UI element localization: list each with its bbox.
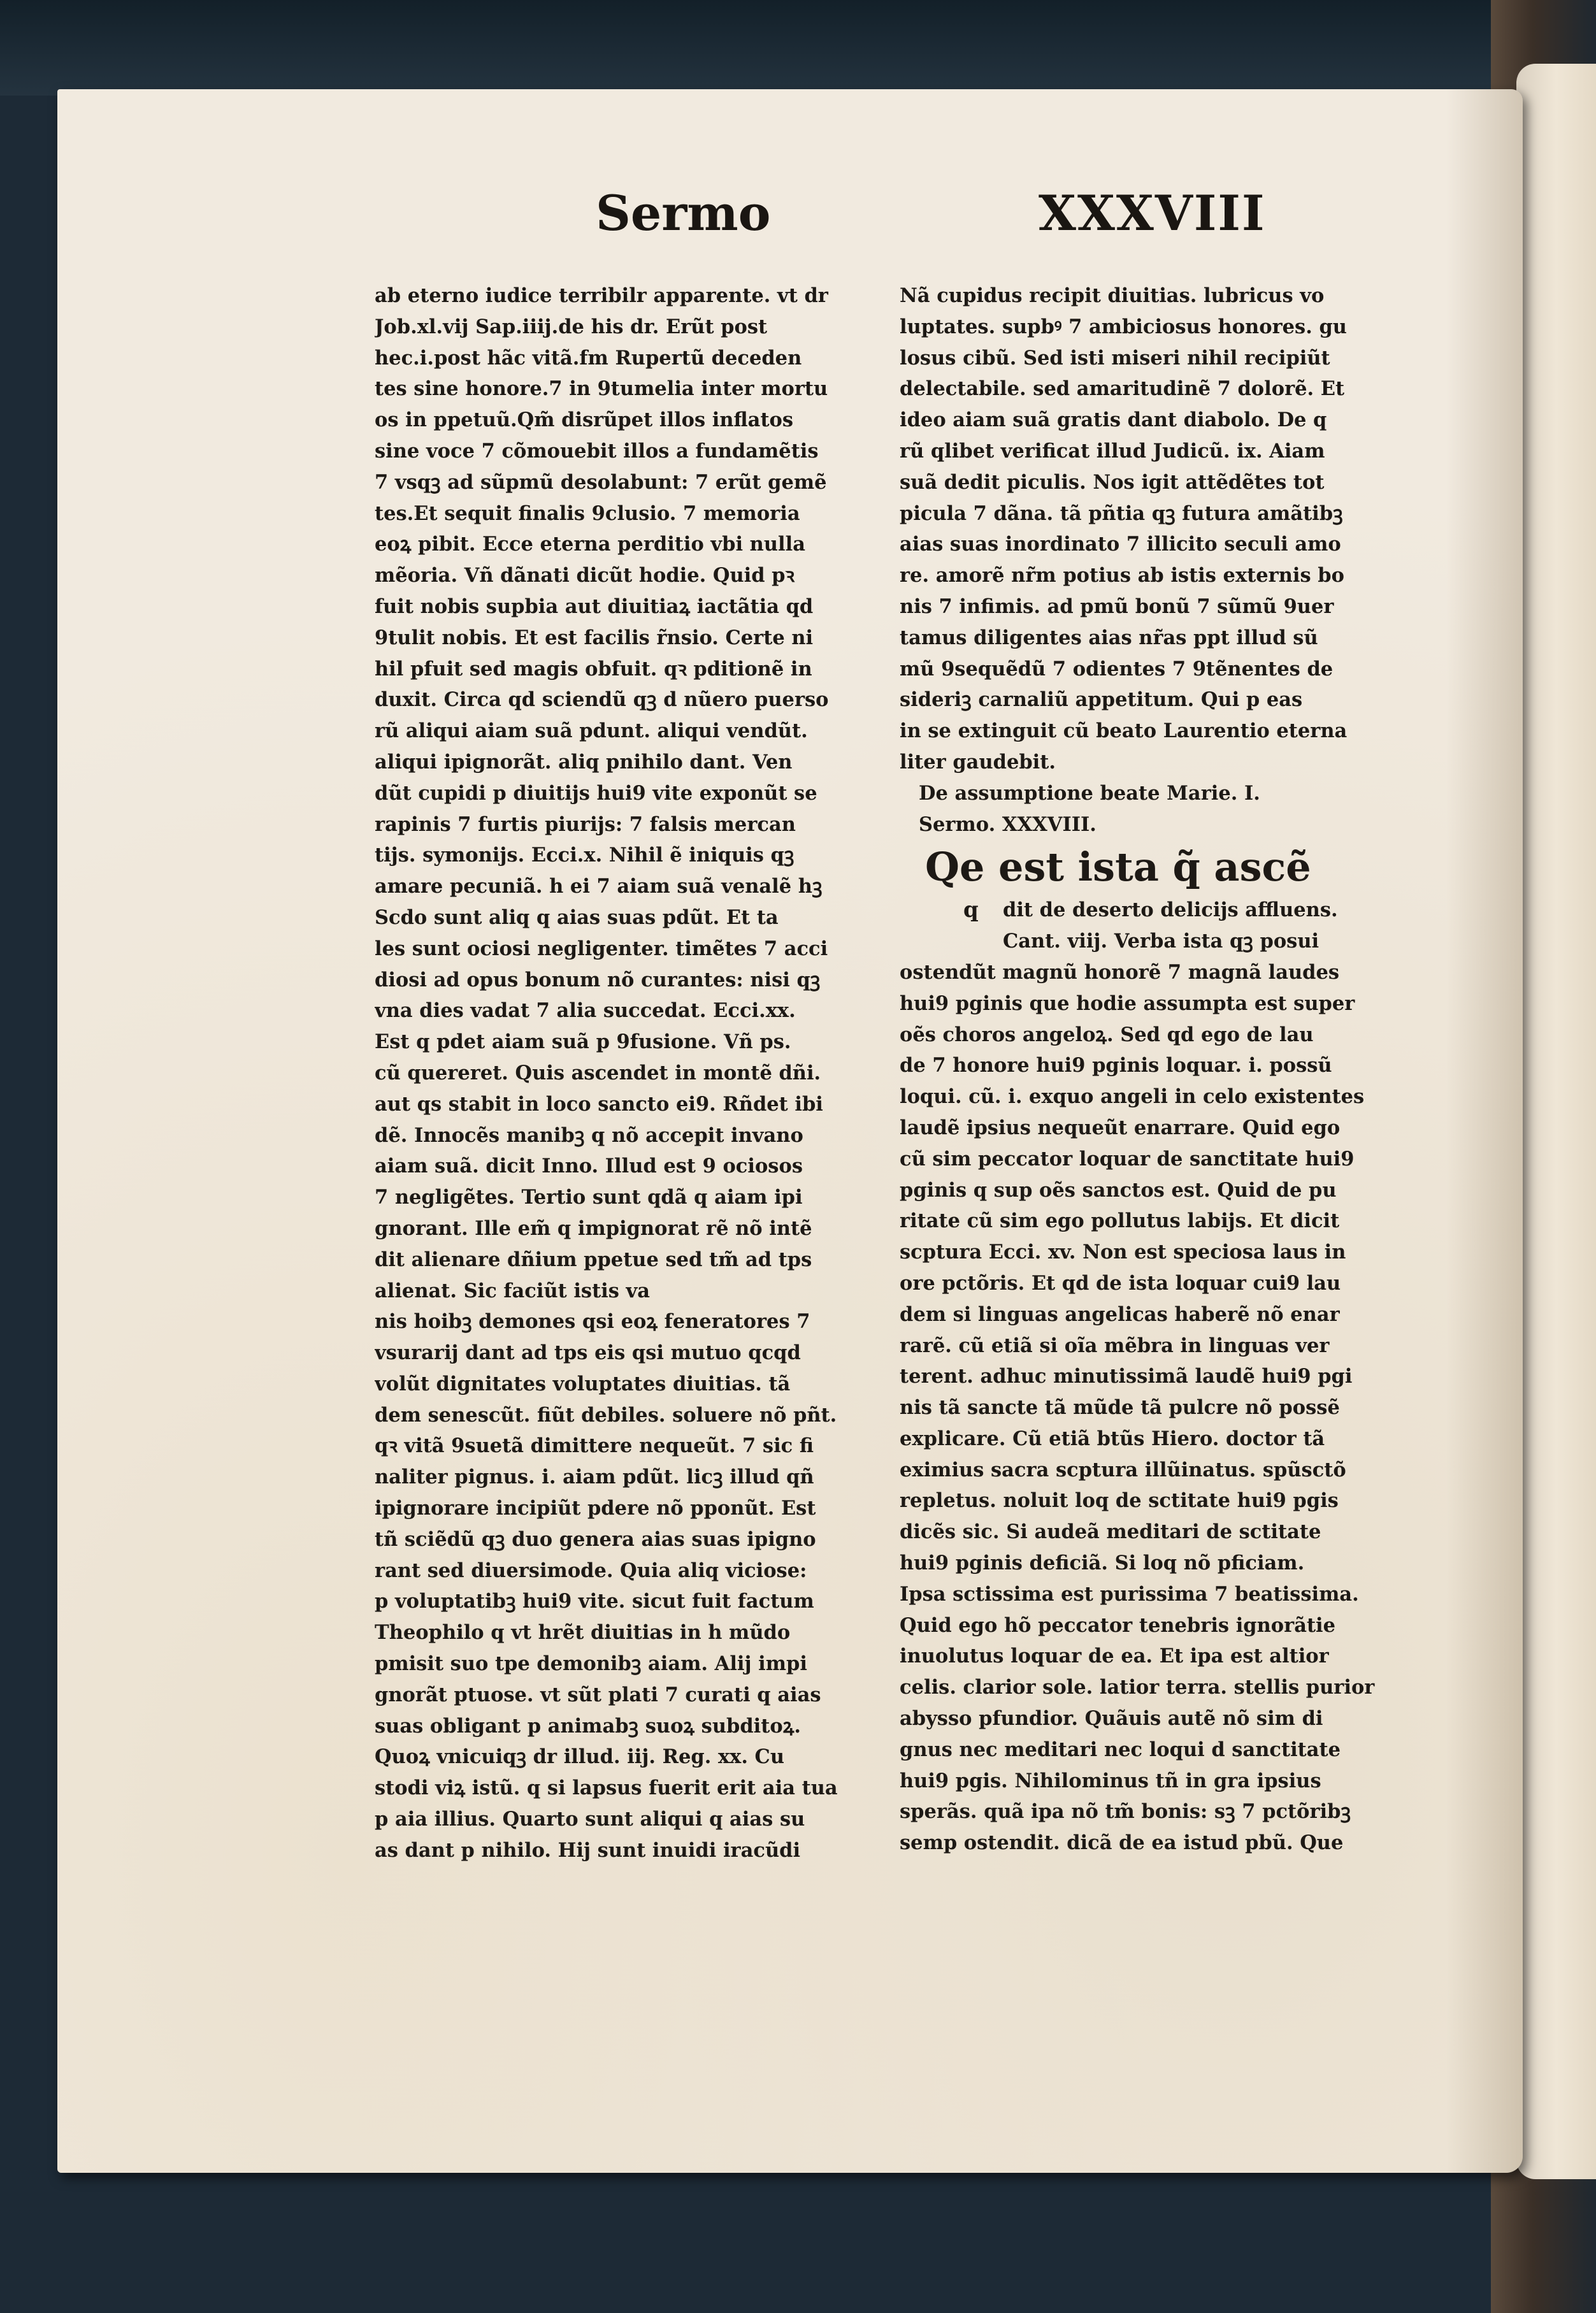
text-line: hui9 pgis. Nihilominus tñ in gra ipsius xyxy=(900,1769,1321,1792)
binding-top-edge xyxy=(0,0,1596,96)
text-line: scptura Ecci. xv. Non est speciosa laus in xyxy=(900,1241,1346,1264)
text-line: tijs. symonijs. Ecci.x. Nihil ẽ iniquis qꝫ xyxy=(375,844,794,867)
text-line: ritate cũ sim ego pollutus labijs. Et dicit xyxy=(900,1209,1340,1233)
text-line: cũ sim peccator loquar de sanctitate hui9 xyxy=(900,1147,1355,1171)
text-line: eoꝝ pibit. Ecce eterna perditio vbi nulla xyxy=(375,533,805,556)
text-line: 9tulit nobis. Et est facilis r̃nsio. Certe ni xyxy=(375,626,814,649)
text-line: Quid ego hõ peccator tenebris ignorãtie xyxy=(900,1613,1336,1637)
text-line: p voluptatibꝫ hui9 vite. sicut fuit factum xyxy=(375,1590,814,1613)
text-line: gnus nec meditari nec loqui d sanctitate xyxy=(900,1738,1341,1761)
text-line: 7 vsqꝫ ad sũpmũ desolabunt: 7 erũt gemẽ xyxy=(375,470,827,494)
running-head xyxy=(57,185,1523,261)
text-line: amare pecuniã. h ei 7 aiam suã venalẽ hꝫ xyxy=(375,875,823,898)
text-line: re. amorẽ nr̃m potius ab istis externis bo xyxy=(900,564,1344,587)
facing-page-edge xyxy=(1516,64,1596,2179)
text-line: celis. clarior sole. latior terra. stellis purior xyxy=(900,1676,1375,1699)
running-head-right: XXXVIII xyxy=(1039,185,1266,241)
text-line: gnorant. Ille em̃ q impignorat rẽ nõ intẽ xyxy=(375,1216,812,1240)
text-line: as dant p nihilo. Hij sunt inuidi iracũdi xyxy=(375,1838,801,1862)
text-line: terent. adhuc minutissimã laudẽ hui9 pgi xyxy=(900,1365,1353,1388)
text-line: laudẽ ipsius nequeũt enarrare. Quid ego xyxy=(900,1116,1341,1139)
text-line: tñ sciẽdũ qꝫ duo genera aias suas ipigno xyxy=(375,1527,816,1551)
text-line: Est q pdet aiam suã p 9fusione. Vñ ps. xyxy=(375,1030,791,1054)
text-line: dem si linguas angelicas haberẽ nõ enar xyxy=(900,1302,1340,1326)
text-line: tes sine honore.7 in 9tumelia inter mortu xyxy=(375,377,828,401)
text-line: mẽoria. Vñ dãnati dicũt hodie. Quid pꝛ xyxy=(375,564,794,587)
text-line: sideriꝫ carnaliũ appetitum. Qui p eas xyxy=(900,688,1303,712)
text-line: dem senescũt. fiũt debiles. soluere nõ pñt. xyxy=(375,1403,837,1427)
left-text-column xyxy=(375,280,897,1866)
heading-line: Sermo. XXXVIII. xyxy=(919,812,1096,836)
text-line: ideo aiam suã gratis dant diabolo. De q xyxy=(900,408,1327,432)
sermon-incipit: Qe est ista q̃ ascẽ xyxy=(925,844,1311,891)
text-line: pginis q sup oẽs sanctos est. Quid de pu xyxy=(900,1178,1337,1202)
text-line: oẽs choros angeloꝝ. Sed qd ego de lau xyxy=(900,1023,1314,1046)
text-line: explicare. Cũ etiã btũs Hiero. doctor tã xyxy=(900,1427,1325,1450)
text-line: dit alienare dñium ppetue sed tm̃ ad tps xyxy=(375,1248,812,1271)
text-line: eximius sacra scptura illũinatus. spũsctõ xyxy=(900,1458,1346,1481)
text-line: Job.xl.vij Sap.iiij.de his dr. Erũt post xyxy=(375,315,768,338)
guide-letter: q xyxy=(963,897,979,923)
text-line: diosi ad opus bonum nõ curantes: nisi qꝫ xyxy=(375,968,821,991)
text-line: ab eterno iudice terribilr apparente. vt dr xyxy=(375,284,828,307)
text-line: tamus diligentes aias nr̃as ppt illud sũ xyxy=(900,626,1318,649)
heading-line: De assumptione beate Marie. I. xyxy=(919,781,1260,805)
text-line: semp ostendit. dicã de ea istud pbũ. Que xyxy=(900,1831,1344,1855)
text-line: Cant. viij. Verba ista qꝫ posui xyxy=(1003,930,1319,953)
text-line: dẽ. Innocẽs manibꝫ q nõ accepit invano xyxy=(375,1123,803,1147)
text-line: ipignorare incipiũt pdere nõ pponũt. Est xyxy=(375,1497,816,1520)
text-line: de 7 honore hui9 pginis loquar. i. possũ xyxy=(900,1054,1332,1077)
text-line: abysso pfundior. Quãuis autẽ nõ sim di xyxy=(900,1707,1323,1731)
text-line: rũ aliqui aiam suã pdunt. aliqui vendũt. xyxy=(375,719,808,743)
text-line: dũt cupidi p diuitijs hui9 vite exponũt se xyxy=(375,781,817,805)
text-line: aliqui ipignorãt. aliq pnihilo dant. Ven xyxy=(375,750,793,774)
text-line: in se extinguit cũ beato Laurentio eterna xyxy=(900,719,1348,743)
right-column-body-text xyxy=(900,957,1422,1859)
text-line: volũt dignitates voluptates diuitias. tã xyxy=(375,1372,791,1395)
text-line: inuolutus loquar de ea. Et ipa est altior xyxy=(900,1645,1329,1668)
initial-block xyxy=(900,895,1422,957)
text-line: tes.Et sequit finalis 9clusio. 7 memoria xyxy=(375,501,800,525)
text-line: losus cibũ. Sed isti miseri nihil recipiũt xyxy=(900,346,1330,370)
text-line: naliter pignus. i. aiam pdũt. licꝫ illud qñ xyxy=(375,1466,814,1489)
sermon-heading xyxy=(900,778,1422,840)
text-line: sperãs. quã ipa nõ tm̃ bonis: sꝫ 7 pctõribꝫ xyxy=(900,1800,1351,1824)
text-line: qꝛ vitã 9suetã dimittere nequeũt. 7 sic fi xyxy=(375,1434,814,1458)
text-line: hui9 pginis deficiã. Si loq nõ pficiam. xyxy=(900,1552,1305,1575)
text-line: loqui. cũ. i. exquo angeli in celo existentes xyxy=(900,1085,1365,1109)
text-line: cũ quereret. Quis ascendet in montẽ dñi. xyxy=(375,1061,821,1084)
text-line: nis tã sancte tã mũde tã pulcre nõ possẽ xyxy=(900,1396,1340,1420)
text-line: delectabile. sed amaritudinẽ 7 dolorẽ. Et xyxy=(900,377,1345,401)
text-line: 7 negligẽtes. Tertio sunt qdã q aiam ipi xyxy=(375,1186,803,1209)
text-line: hui9 pginis que hodie assumpta est super xyxy=(900,991,1355,1015)
text-line: rarẽ. cũ etiã si oĩa mẽbra in linguas ver xyxy=(900,1334,1330,1357)
text-line: Quoꝝ vnicuiqꝫ dr illud. iij. Reg. xx. Cu xyxy=(375,1745,785,1769)
text-line: aut qs stabit in loco sancto ei9. Rñdet ibi xyxy=(375,1092,823,1116)
text-line: Nã cupidus recipit diuitias. lubricus vo xyxy=(900,284,1325,307)
text-line: aias suas inordinato 7 illicito seculi amo xyxy=(900,533,1341,556)
text-line: les sunt ociosi negligenter. timẽtes 7 acci xyxy=(375,937,828,960)
text-line: p aia illius. Quarto sunt aliqui q aias su xyxy=(375,1808,805,1831)
text-line: ostendũt magnũ honorẽ 7 magnã laudes xyxy=(900,960,1340,984)
text-line: rant sed diuersimode. Quia aliq viciose: xyxy=(375,1559,807,1582)
text-line: aiam suã. dicit Inno. Illud est 9 ociosos xyxy=(375,1155,803,1178)
text-line: gnorãt ptuose. vt sũt plati 7 curati q aias xyxy=(375,1683,821,1706)
text-line: vsurarij dant ad tps eis qsi mutuo qcqd xyxy=(375,1341,801,1365)
text-line: stodi viꝝ istũ. q si lapsus fuerit erit aia tua xyxy=(375,1776,838,1800)
text-line: duxit. Circa qd sciendũ qꝫ d nũero puerso xyxy=(375,688,829,712)
right-text-column xyxy=(900,280,1422,1859)
text-line: suã dedit piculis. Nos igit attẽdẽtes tot xyxy=(900,470,1325,494)
text-line: hec.i.post hãc vitã.fm Rupertũ deceden xyxy=(375,346,802,370)
text-line: rapinis 7 furtis piurijs: 7 falsis mercan xyxy=(375,812,796,836)
text-line: picula 7 dãna. tã pñtia qꝫ futura amãtibꝫ xyxy=(900,501,1343,525)
book-page xyxy=(57,89,1523,2173)
text-line: Scdo sunt aliq q aias suas pdũt. Et ta xyxy=(375,905,779,929)
text-line: pmisit suo tpe demonibꝫ aiam. Alij impi xyxy=(375,1652,807,1676)
text-line: os in ppetuũ.Qm̃ disrũpet illos inflatos xyxy=(375,408,794,432)
text-line: liter gaudebit. xyxy=(900,750,1056,774)
gutter-shadow xyxy=(1446,89,1523,2173)
text-line: fuit nobis supbia aut diuitiaꝝ iactãtia qd xyxy=(375,594,814,618)
text-line: dit de deserto delicijs affluens. xyxy=(1003,898,1338,922)
text-line: suas obligant p animabꝫ suoꝝ subditoꝝ. xyxy=(375,1714,801,1738)
text-line: dicẽs sic. Si audeã meditari de sctitate xyxy=(900,1520,1321,1544)
text-line: mũ 9sequẽdũ 7 odientes 7 9tẽnentes de xyxy=(900,657,1334,681)
text-line: alienat. Sic faciũt istis va xyxy=(375,1279,651,1302)
text-line: ore pctõris. Et qd de ista loquar cui9 lau xyxy=(900,1271,1341,1295)
text-line: repletus. noluit loq de sctitate hui9 pgis xyxy=(900,1489,1339,1513)
text-line: luptates. supbꝰ 7 ambiciosus honores. gu xyxy=(900,315,1347,338)
text-line: nis 7 infimis. ad pmũ bonũ 7 sũmũ 9uer xyxy=(900,594,1334,618)
text-line: nis hoibꝫ demones qsi eoꝝ feneratores 7 xyxy=(375,1310,810,1334)
running-head-left: Sermo xyxy=(596,185,771,241)
right-column-opening-text xyxy=(900,280,1422,778)
text-line: sine voce 7 cõmouebit illos a fundamẽtis xyxy=(375,439,819,463)
text-line: Theophilo q vt hrẽt diuitias in h mũdo xyxy=(375,1621,791,1645)
text-line: Ipsa sctissima est purissima 7 beatissima. xyxy=(900,1582,1359,1606)
text-line: vna dies vadat 7 alia succedat. Ecci.xx. xyxy=(375,999,796,1023)
text-line: rũ qlibet verificat illud Judicũ. ix. Aiam xyxy=(900,439,1325,463)
text-line: hil pfuit sed magis obfuit. qꝛ pditionẽ in xyxy=(375,657,812,681)
